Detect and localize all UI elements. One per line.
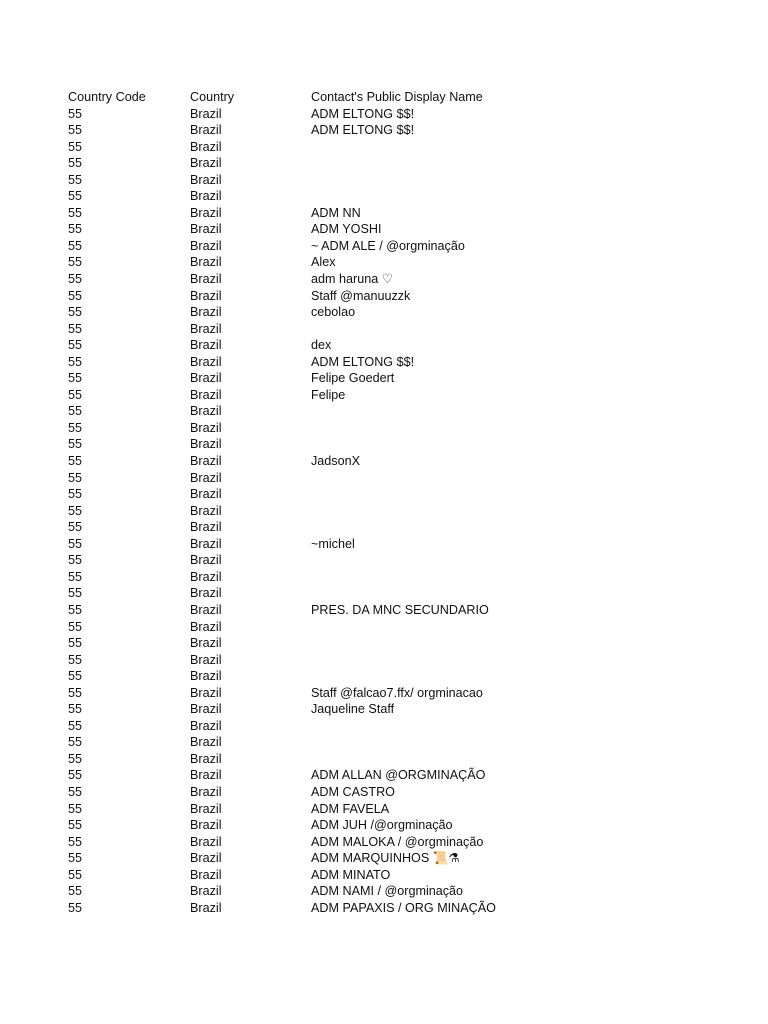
table-row xyxy=(68,370,728,387)
cell-display-name xyxy=(311,155,728,172)
cell-display-name: Jaqueline Staff xyxy=(311,702,395,717)
cell-country: Brazil xyxy=(190,288,222,303)
cell-country-code: 55 xyxy=(68,636,83,651)
cell-country-code: 55 xyxy=(68,834,83,849)
cell-country-code: 55 xyxy=(68,205,83,220)
cell-country: Brazil xyxy=(190,818,222,833)
table-row xyxy=(68,685,728,702)
cell-country-code: 55 xyxy=(68,669,83,684)
cell-country: Brazil xyxy=(190,172,222,187)
table-row xyxy=(68,337,728,354)
table-row xyxy=(68,172,728,189)
cell-country-code: 55 xyxy=(68,735,83,750)
cell-country: Brazil xyxy=(190,867,222,882)
cell-display-name xyxy=(311,470,728,487)
cell-country: Brazil xyxy=(190,520,222,535)
cell-country: Brazil xyxy=(190,338,222,353)
cell-country: Brazil xyxy=(190,123,222,138)
cell-country-code: 55 xyxy=(68,520,83,535)
cell-country-code: 55 xyxy=(68,371,83,386)
table-row xyxy=(68,850,728,867)
table-row xyxy=(68,519,728,536)
cell-display-name xyxy=(311,718,728,735)
cell-country: Brazil xyxy=(190,487,222,502)
cell-country: Brazil xyxy=(190,305,222,320)
cell-country-code: 55 xyxy=(68,503,83,518)
cell-country-code: 55 xyxy=(68,900,83,915)
cell-display-name: JadsonX xyxy=(311,454,361,469)
cell-display-name xyxy=(311,403,728,420)
cell-country: Brazil xyxy=(190,156,222,171)
cell-country: Brazil xyxy=(190,454,222,469)
cell-country: Brazil xyxy=(190,238,222,253)
cell-display-name: ADM JUH /@orgminação xyxy=(311,818,453,833)
cell-display-name xyxy=(311,751,728,768)
cell-country: Brazil xyxy=(190,619,222,634)
cell-country: Brazil xyxy=(190,371,222,386)
cell-display-name: ~ ADM ALE / @orgminação xyxy=(311,238,465,253)
table-row xyxy=(68,155,728,172)
table-row xyxy=(68,569,728,586)
table-row xyxy=(68,205,728,222)
cell-country-code: 55 xyxy=(68,387,83,402)
cell-country-code: 55 xyxy=(68,867,83,882)
cell-display-name: PRES. DA MNC SECUNDARIO xyxy=(311,602,489,617)
cell-display-name: ADM FAVELA xyxy=(311,801,390,816)
cell-country-code: 55 xyxy=(68,123,83,138)
cell-country: Brazil xyxy=(190,900,222,915)
cell-display-name xyxy=(311,585,728,602)
table-row xyxy=(68,122,728,139)
table-row xyxy=(68,701,728,718)
table-row xyxy=(68,387,728,404)
table-row xyxy=(68,238,728,255)
table-row xyxy=(68,321,728,338)
cell-display-name: ADM MINATO xyxy=(311,867,391,882)
table-row xyxy=(68,503,728,520)
cell-display-name: Felipe xyxy=(311,387,346,402)
table-row xyxy=(68,652,728,669)
table-row xyxy=(68,585,728,602)
cell-country: Brazil xyxy=(190,602,222,617)
cell-country-code: 55 xyxy=(68,718,83,733)
cell-display-name: Alex xyxy=(311,255,336,270)
cell-display-name xyxy=(311,172,728,189)
cell-country-code: 55 xyxy=(68,321,83,336)
cell-country: Brazil xyxy=(190,735,222,750)
cell-display-name xyxy=(311,619,728,636)
cell-display-name: ADM NAMI / @orgminação xyxy=(311,884,464,899)
cell-country: Brazil xyxy=(190,834,222,849)
cell-country-code: 55 xyxy=(68,156,83,171)
cell-display-name xyxy=(311,635,728,652)
cell-country-code: 55 xyxy=(68,702,83,717)
cell-display-name xyxy=(311,734,728,751)
cell-country-code: 55 xyxy=(68,272,83,287)
table-row xyxy=(68,767,728,784)
cell-country: Brazil xyxy=(190,569,222,584)
table-row xyxy=(68,552,728,569)
cell-country: Brazil xyxy=(190,801,222,816)
cell-country-code: 55 xyxy=(68,139,83,154)
cell-display-name: dex xyxy=(311,338,332,353)
cell-country: Brazil xyxy=(190,222,222,237)
cell-country-code: 55 xyxy=(68,487,83,502)
cell-display-name xyxy=(311,668,728,685)
table-row xyxy=(68,271,728,288)
cell-country-code: 55 xyxy=(68,884,83,899)
cell-display-name xyxy=(311,486,728,503)
cell-display-name: ADM MALOKA / @orgminação xyxy=(311,834,484,849)
cell-display-name xyxy=(311,436,728,453)
table-row xyxy=(68,486,728,503)
table-row xyxy=(68,188,728,205)
cell-country: Brazil xyxy=(190,636,222,651)
cell-display-name: ADM MARQUINHOS 📜⚗ xyxy=(311,851,460,866)
cell-display-name: Felipe Goedert xyxy=(311,371,395,386)
table-row xyxy=(68,718,728,735)
cell-country: Brazil xyxy=(190,553,222,568)
table-row xyxy=(68,288,728,305)
table-row xyxy=(68,470,728,487)
table-row xyxy=(68,734,728,751)
table-row xyxy=(68,883,728,900)
table-row xyxy=(68,453,728,470)
table-row xyxy=(68,784,728,801)
cell-country-code: 55 xyxy=(68,354,83,369)
cell-country: Brazil xyxy=(190,768,222,783)
cell-country: Brazil xyxy=(190,884,222,899)
cell-display-name: ADM NN xyxy=(311,205,361,220)
cell-country-code: 55 xyxy=(68,652,83,667)
cell-country-code: 55 xyxy=(68,751,83,766)
header-country: Country xyxy=(190,90,235,104)
cell-display-name xyxy=(311,420,728,437)
cell-country-code: 55 xyxy=(68,768,83,783)
cell-country-code: 55 xyxy=(68,255,83,270)
cell-country-code: 55 xyxy=(68,536,83,551)
cell-country-code: 55 xyxy=(68,288,83,303)
cell-country-code: 55 xyxy=(68,189,83,204)
cell-country-code: 55 xyxy=(68,454,83,469)
cell-display-name xyxy=(311,321,728,338)
table-row xyxy=(68,900,728,917)
cell-country: Brazil xyxy=(190,420,222,435)
cell-country: Brazil xyxy=(190,536,222,551)
table-row xyxy=(68,619,728,636)
cell-country-code: 55 xyxy=(68,338,83,353)
cell-display-name xyxy=(311,503,728,520)
header-country-code: Country Code xyxy=(68,90,146,104)
table-row xyxy=(68,635,728,652)
cell-country-code: 55 xyxy=(68,586,83,601)
cell-country: Brazil xyxy=(190,404,222,419)
table-row xyxy=(68,254,728,271)
cell-country: Brazil xyxy=(190,503,222,518)
cell-country: Brazil xyxy=(190,652,222,667)
cell-country: Brazil xyxy=(190,205,222,220)
cell-country-code: 55 xyxy=(68,801,83,816)
table-row xyxy=(68,834,728,851)
cell-display-name xyxy=(311,188,728,205)
cell-country: Brazil xyxy=(190,470,222,485)
cell-country-code: 55 xyxy=(68,404,83,419)
cell-country: Brazil xyxy=(190,255,222,270)
cell-country-code: 55 xyxy=(68,470,83,485)
cell-country: Brazil xyxy=(190,669,222,684)
table-row xyxy=(68,436,728,453)
cell-country-code: 55 xyxy=(68,172,83,187)
table-row xyxy=(68,751,728,768)
table-row xyxy=(68,867,728,884)
table-row xyxy=(68,817,728,834)
cell-display-name: ADM ELTONG $$! xyxy=(311,123,415,138)
cell-country-code: 55 xyxy=(68,553,83,568)
cell-display-name xyxy=(311,652,728,669)
table-row xyxy=(68,139,728,156)
cell-country-code: 55 xyxy=(68,602,83,617)
contacts-table xyxy=(68,89,728,916)
table-row xyxy=(68,403,728,420)
table-row xyxy=(68,420,728,437)
cell-country: Brazil xyxy=(190,272,222,287)
cell-country-code: 55 xyxy=(68,619,83,634)
cell-display-name xyxy=(311,139,728,156)
table-row xyxy=(68,304,728,321)
cell-country: Brazil xyxy=(190,139,222,154)
cell-display-name: ADM PAPAXIS / ORG MINAÇÃO xyxy=(311,900,496,915)
cell-country-code: 55 xyxy=(68,851,83,866)
cell-display-name: ADM YOSHI xyxy=(311,222,382,237)
cell-country: Brazil xyxy=(190,586,222,601)
cell-country-code: 55 xyxy=(68,818,83,833)
cell-display-name xyxy=(311,519,728,536)
cell-display-name: Staff @manuuzzk xyxy=(311,288,411,303)
cell-country-code: 55 xyxy=(68,305,83,320)
cell-country: Brazil xyxy=(190,354,222,369)
cell-country: Brazil xyxy=(190,321,222,336)
table-row xyxy=(68,221,728,238)
cell-country: Brazil xyxy=(190,189,222,204)
cell-country: Brazil xyxy=(190,718,222,733)
cell-display-name: ADM ELTONG $$! xyxy=(311,106,415,121)
table-header-row xyxy=(68,89,728,106)
cell-country: Brazil xyxy=(190,685,222,700)
table-row xyxy=(68,668,728,685)
cell-country-code: 55 xyxy=(68,437,83,452)
table-body xyxy=(68,106,728,917)
cell-country: Brazil xyxy=(190,784,222,799)
table-row xyxy=(68,602,728,619)
cell-display-name: cebolao xyxy=(311,305,356,320)
cell-display-name: adm haruna ♡ xyxy=(311,272,394,287)
cell-country-code: 55 xyxy=(68,420,83,435)
cell-country: Brazil xyxy=(190,106,222,121)
cell-country: Brazil xyxy=(190,851,222,866)
cell-country-code: 55 xyxy=(68,106,83,121)
cell-country: Brazil xyxy=(190,702,222,717)
cell-display-name: ADM CASTRO xyxy=(311,784,395,799)
cell-display-name: ADM ALLAN @ORGMINAÇÃO xyxy=(311,768,486,783)
cell-display-name: Staff @falcao7.ffx/ orgminacao xyxy=(311,685,483,700)
cell-display-name: ~michel xyxy=(311,536,355,551)
cell-display-name xyxy=(311,552,728,569)
cell-country-code: 55 xyxy=(68,238,83,253)
table-row xyxy=(68,106,728,123)
table-row xyxy=(68,354,728,371)
table-row xyxy=(68,801,728,818)
cell-country: Brazil xyxy=(190,437,222,452)
cell-country-code: 55 xyxy=(68,569,83,584)
cell-display-name xyxy=(311,569,728,586)
table-row xyxy=(68,536,728,553)
cell-country-code: 55 xyxy=(68,222,83,237)
cell-country-code: 55 xyxy=(68,784,83,799)
cell-country: Brazil xyxy=(190,387,222,402)
cell-country: Brazil xyxy=(190,751,222,766)
cell-country-code: 55 xyxy=(68,685,83,700)
cell-display-name: ADM ELTONG $$! xyxy=(311,354,415,369)
header-display-name: Contact's Public Display Name xyxy=(311,90,483,104)
